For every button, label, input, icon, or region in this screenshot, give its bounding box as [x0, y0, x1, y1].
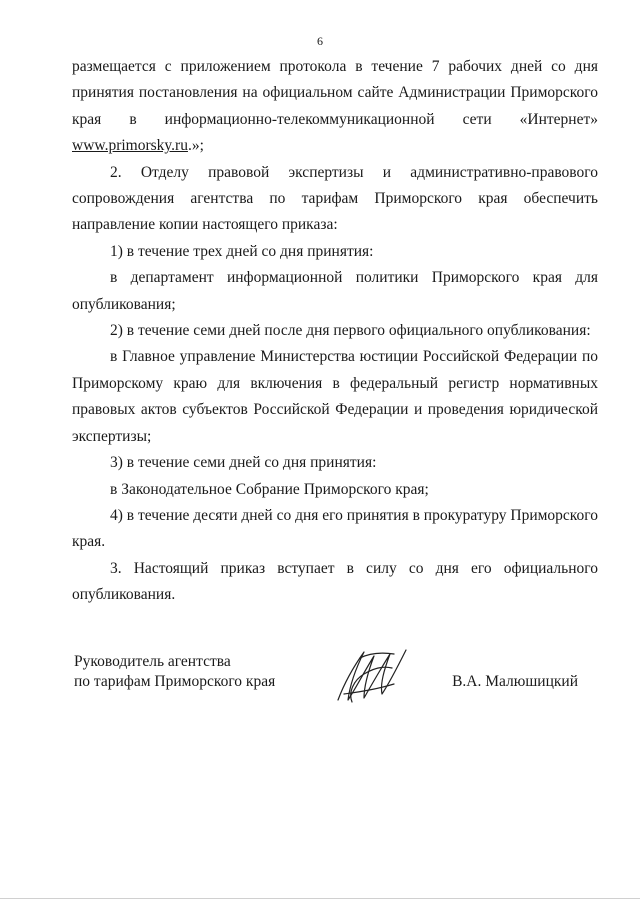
- signatory-title-line-1: Руководитель агентства: [74, 653, 231, 670]
- paragraph-continuation-text: размещается с приложением протокола в течение 7 рабочих дней со дня принятия постановления на официальном сайте Администрации Приморского края в информационно-телекоммуникационной сети «Интернет»: [72, 58, 598, 128]
- website-link[interactable]: www.primorsky.ru: [72, 137, 188, 155]
- paragraph-subitem-1: 1) в течение трех дней со дня принятия:: [110, 242, 374, 260]
- paragraph-subitem-1-detail: в департамент информационной политики Приморского края для опубликования;: [72, 269, 598, 313]
- paragraph-continuation: [72, 54, 598, 160]
- page-number: 6: [317, 34, 323, 48]
- paragraph-item-3: 3. Настоящий приказ вступает в силу со дня его официального опубликования.: [72, 559, 598, 604]
- page-bottom-rule: [0, 898, 640, 899]
- paragraph-subitem-3-detail: в Законодательное Собрание Приморского края;: [110, 480, 429, 498]
- paragraph-continuation-tail: .»;: [187, 137, 204, 155]
- signatory-title: [74, 652, 275, 692]
- signatory-name: В.А. Малюшицкий: [452, 673, 578, 690]
- paragraph-subitem-2: 2) в течение семи дней после дня первого официального опубликования:: [110, 322, 591, 340]
- signatory-title-line-2: по тарифам Приморского края: [74, 673, 276, 690]
- document-body: [72, 54, 598, 609]
- signature-block: [72, 652, 598, 712]
- handwritten-signature: [334, 644, 410, 708]
- paragraph-subitem-2-detail: в Главное управление Министерства юстиции Российской Федерации по Приморскому краю для включения в федеральный регистр нормативных правовых актов субъектов Российской Федерации и проведения юридической экспертизы;: [72, 348, 598, 445]
- paragraph-subitem-3: 3) в течение семи дней со дня принятия:: [110, 454, 377, 472]
- paragraph-subitem-4: 4) в течение десяти дней со дня его принятия в прокуратуру Приморского края.: [72, 506, 599, 551]
- paragraph-item-2: 2. Отделу правовой экспертизы и административно-правового сопровождения агентства по тарифам Приморского края обеспечить направление копии настоящего приказа:: [72, 163, 598, 234]
